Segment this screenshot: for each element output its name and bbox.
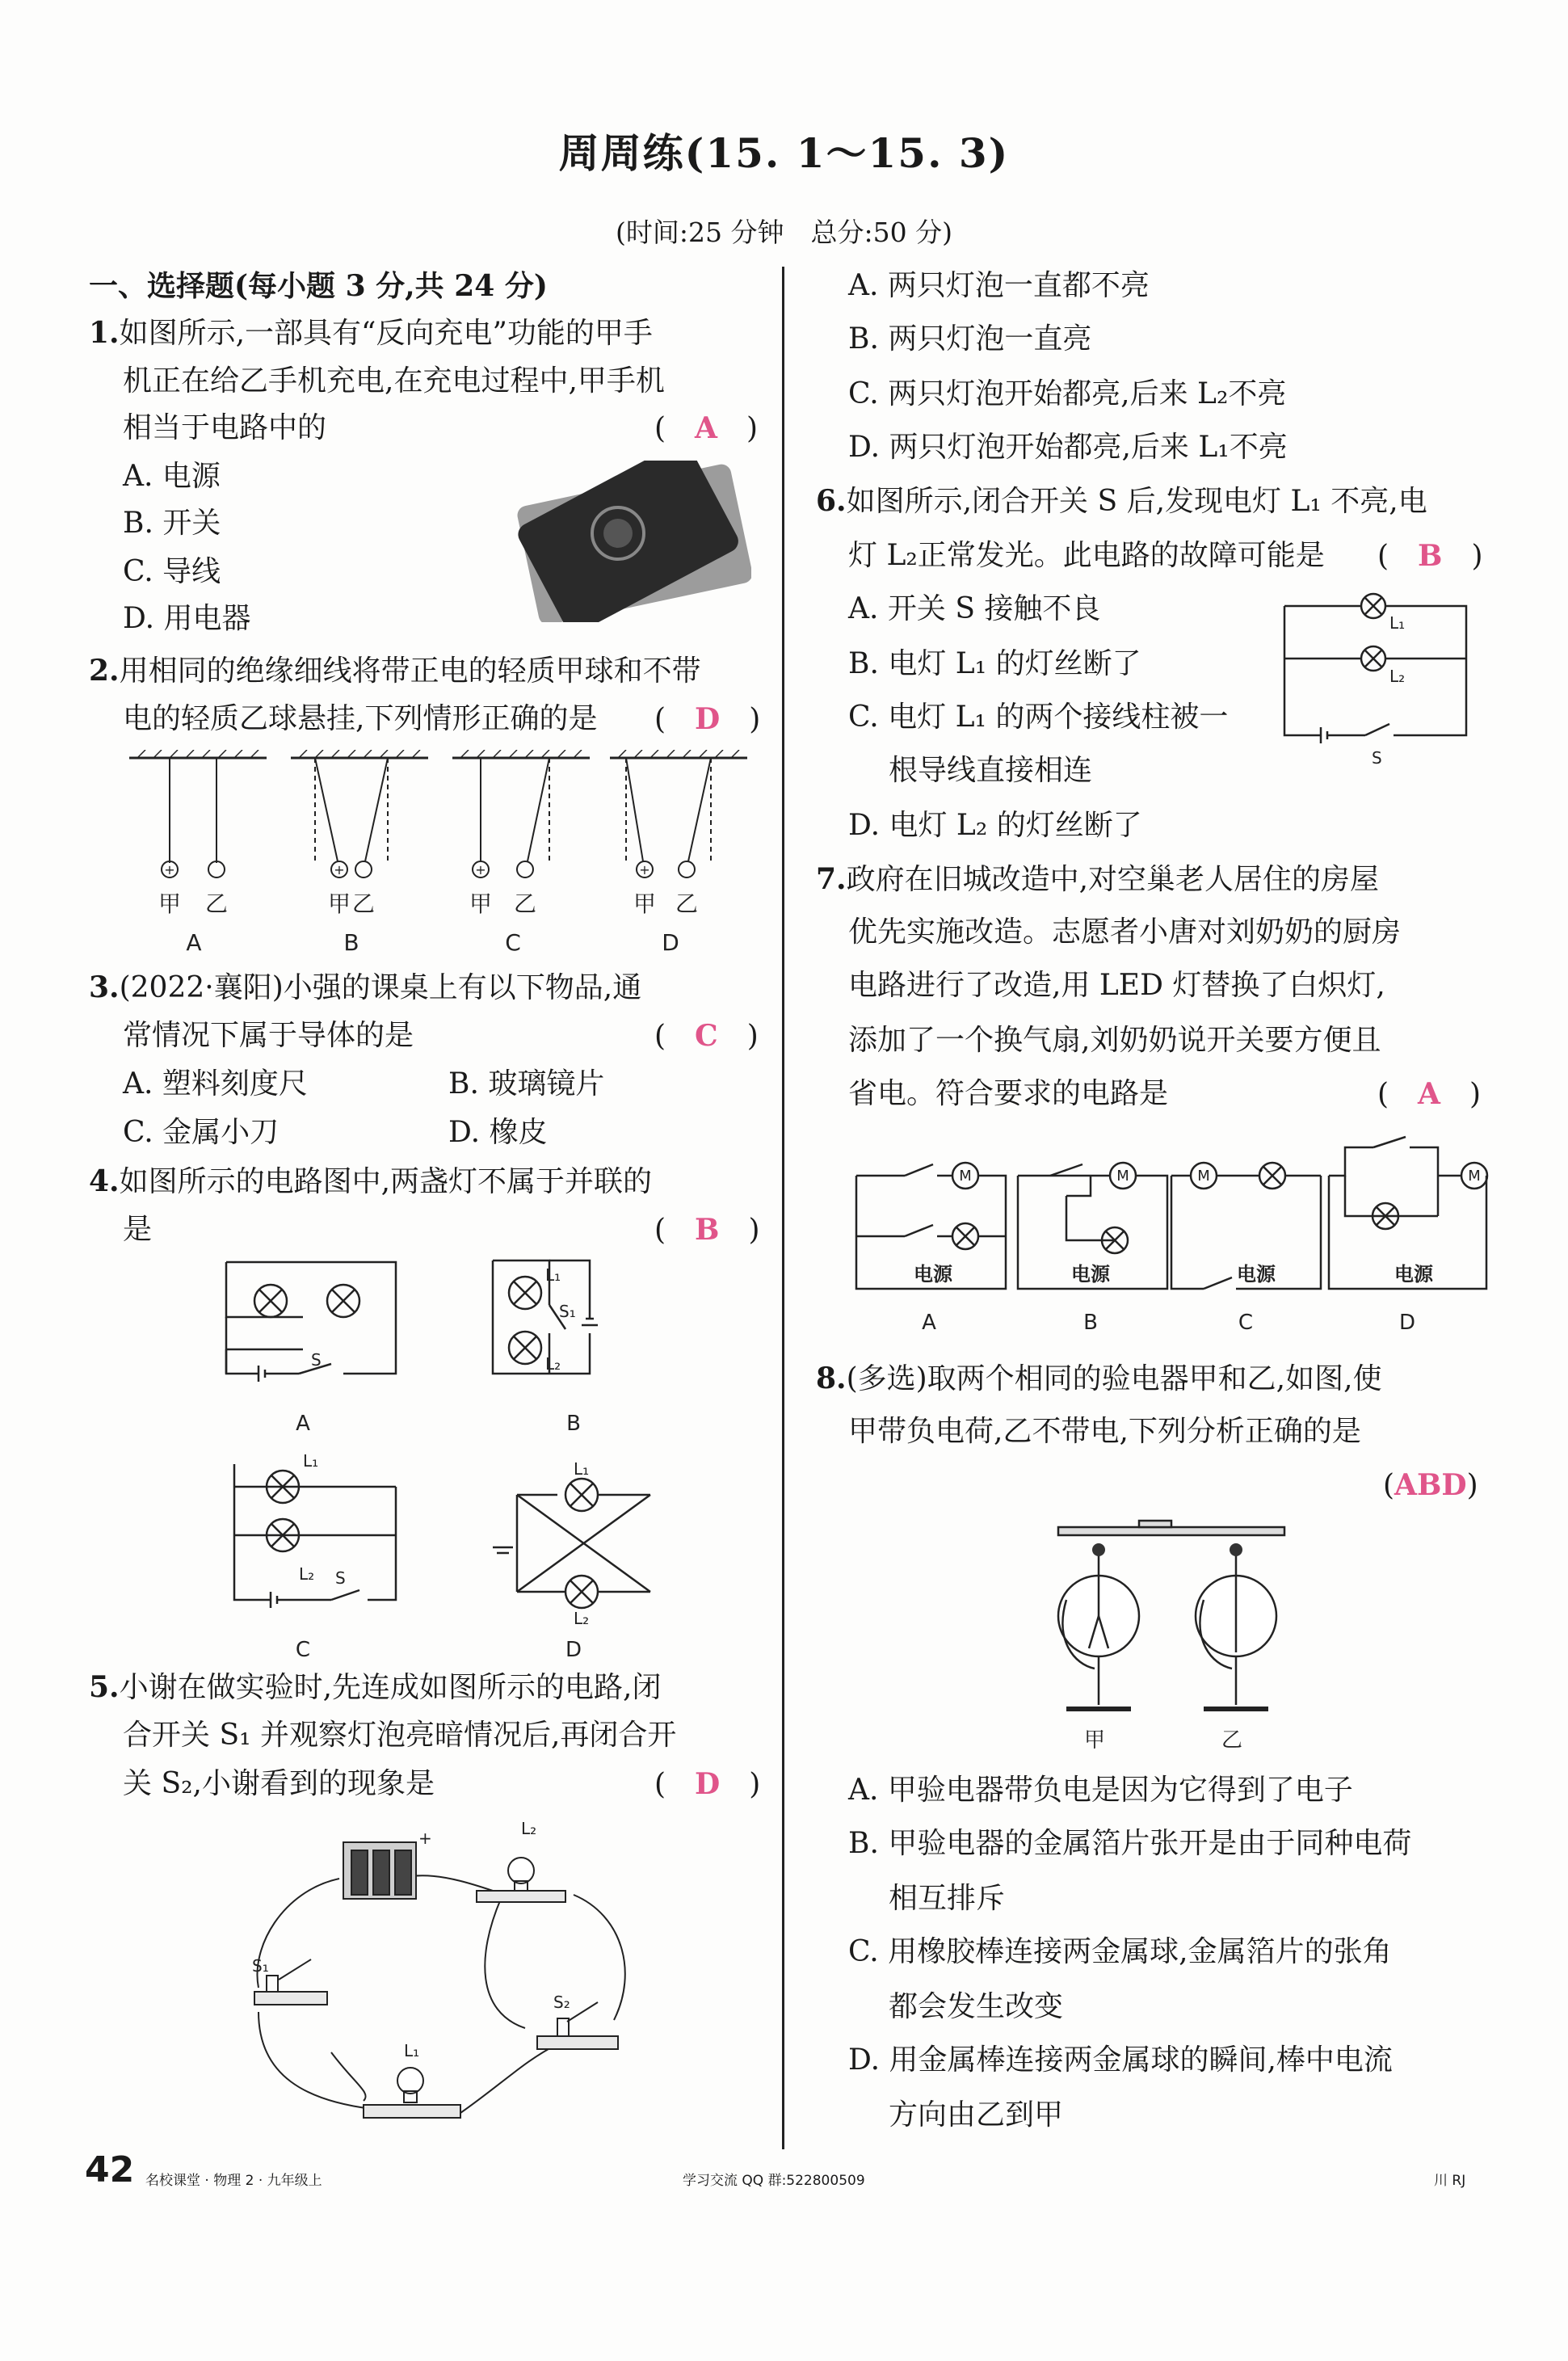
q3-option-d: D. 橡皮 xyxy=(448,1116,548,1149)
q5-option-b: B. 两只灯泡一直亮 xyxy=(848,322,1092,356)
q8-electroscopes xyxy=(1050,1519,1293,1761)
svg-text:B: B xyxy=(1083,1311,1098,1335)
q8-option-d-cont: 方向由乙到甲 xyxy=(889,2098,1064,2132)
q2-answer: ( D ) xyxy=(654,702,761,736)
svg-text:电源: 电源 xyxy=(914,1263,952,1286)
qq-group: 学习交流 QQ 群:522800509 xyxy=(683,2173,865,2189)
q1-line1: 1.如图所示,一部具有“反向充电”功能的甲手 xyxy=(89,316,653,350)
q5-line1: 5.小谢在做实验时,先连成如图所示的电路,闭 xyxy=(89,1670,662,1704)
svg-text:A: A xyxy=(922,1311,936,1335)
svg-text:M: M xyxy=(1116,1168,1129,1185)
q8-line2: 甲带负电荷,乙不带电,下列分析正确的是 xyxy=(848,1415,1361,1448)
svg-text:乙: 乙 xyxy=(513,890,537,917)
q2-line1: 2.用相同的绝缘细线将带正电的轻质甲球和不带 xyxy=(89,654,701,688)
q8-option-b: B. 甲验电器的金属箔片张开是由于同种电荷 xyxy=(848,1827,1412,1860)
q5-option-a: A. 两只灯泡一直都不亮 xyxy=(848,269,1150,302)
q5-circuit-photo xyxy=(234,1810,679,2149)
svg-text:S₁: S₁ xyxy=(252,1956,269,1976)
q8-option-c: C. 用橡胶棒连接两金属球,金属箔片的张角 xyxy=(848,1935,1392,1968)
q5-option-d: D. 两只灯泡开始都亮,后来 L₁不亮 xyxy=(848,431,1288,464)
svg-text:D: D xyxy=(662,929,679,956)
q8-answer: (ABD) xyxy=(1383,1468,1478,1502)
svg-text:M: M xyxy=(1468,1168,1481,1185)
q8-option-a: A. 甲验电器带负电是因为它得到了电子 xyxy=(848,1774,1353,1807)
book-title: 名校课堂 · 物理 2 · 九年级上 xyxy=(145,2173,322,2189)
svg-text:D: D xyxy=(1398,1311,1416,1335)
page-subtitle: (时间:25 分钟 总分:50 分) xyxy=(616,217,952,248)
q6-circuit-diagram xyxy=(1276,582,1486,776)
svg-text:乙: 乙 xyxy=(675,890,699,917)
svg-text:+: + xyxy=(334,862,345,877)
q7-line5: 省电。符合要求的电路是 xyxy=(848,1077,1169,1110)
q6-answer: ( B ) xyxy=(1377,539,1483,573)
q6-option-d: D. 电灯 L₂ 的灯丝断了 xyxy=(848,809,1142,842)
svg-text:C: C xyxy=(1238,1311,1254,1335)
phone-charging-photo xyxy=(509,461,751,622)
q7-circuit-diagrams xyxy=(848,1135,1494,1345)
svg-text:L₂: L₂ xyxy=(299,1564,315,1584)
q3-option-b: B. 玻璃镜片 xyxy=(448,1067,605,1101)
svg-text:S₁: S₁ xyxy=(559,1302,576,1321)
svg-text:M: M xyxy=(1197,1168,1210,1185)
svg-text:电源: 电源 xyxy=(1237,1263,1276,1286)
svg-text:C: C xyxy=(505,929,521,956)
q6-option-c: C. 电灯 L₁ 的两个接线柱被一 xyxy=(848,701,1229,734)
edition-label: 川 RJ xyxy=(1434,2173,1466,2189)
q5-option-c: C. 两只灯泡开始都亮,后来 L₂不亮 xyxy=(848,377,1287,410)
svg-text:L₁: L₁ xyxy=(545,1265,561,1285)
svg-text:L₁: L₁ xyxy=(1389,613,1406,633)
q3-line1: 3.(2022·襄阳)小强的课桌上有以下物品,通 xyxy=(89,970,642,1004)
column-divider xyxy=(782,267,784,2149)
q6-option-c-cont: 根导线直接相连 xyxy=(889,754,1093,787)
q6-line1: 6.如图所示,闭合开关 S 后,发现电灯 L₁ 不亮,电 xyxy=(816,484,1427,518)
svg-text:甲: 甲 xyxy=(469,890,493,917)
svg-text:A: A xyxy=(296,1412,310,1436)
q2-ball-diagrams xyxy=(121,750,751,960)
q3-option-c: C. 金属小刀 xyxy=(123,1116,280,1149)
page-title: 周周练(15. 1～15. 3) xyxy=(558,129,1010,177)
svg-text:乙: 乙 xyxy=(204,890,229,917)
svg-text:S₂: S₂ xyxy=(553,1993,570,2012)
q3-line2: 常情况下属于导体的是 xyxy=(123,1019,414,1052)
q7-line4: 添加了一个换气扇,刘奶奶说开关要方便且 xyxy=(848,1024,1381,1057)
q8-line1: 8.(多选)取两个相同的验电器甲和乙,如图,使 xyxy=(816,1361,1382,1395)
svg-text:L₂: L₂ xyxy=(574,1609,590,1628)
svg-text:B: B xyxy=(343,929,359,956)
svg-text:L₁: L₁ xyxy=(404,2041,420,2060)
q1-answer: ( A ) xyxy=(654,411,759,445)
q2-line2: 电的轻质乙球悬挂,下列情形正确的是 xyxy=(123,702,598,735)
svg-text:S: S xyxy=(335,1568,346,1588)
q5-answer: ( D ) xyxy=(654,1767,761,1801)
q8-option-b-cont: 相互排斥 xyxy=(889,1882,1006,1915)
svg-text:L₂: L₂ xyxy=(1389,667,1406,686)
svg-text:+: + xyxy=(475,862,486,877)
q4-answer: ( B ) xyxy=(654,1213,760,1247)
q6-option-a: A. 开关 S 接触不良 xyxy=(848,592,1101,625)
svg-text:甲: 甲 xyxy=(327,890,351,917)
svg-text:+: + xyxy=(639,862,650,877)
q8-option-d: D. 用金属棒连接两金属球的瞬间,棒中电流 xyxy=(848,2043,1393,2077)
q1-option-c: C. 导线 xyxy=(123,555,221,588)
q7-line3: 电路进行了改造,用 LED 灯替换了白炽灯, xyxy=(848,969,1385,1002)
svg-text:乙: 乙 xyxy=(351,890,376,917)
q1-option-b: B. 开关 xyxy=(123,507,221,540)
svg-text:电源: 电源 xyxy=(1394,1263,1433,1286)
svg-text:L₁: L₁ xyxy=(303,1451,319,1471)
q7-line1: 7.政府在旧城改造中,对空巢老人居住的房屋 xyxy=(816,862,1380,896)
svg-text:L₂: L₂ xyxy=(545,1354,561,1374)
svg-text:D: D xyxy=(565,1638,582,1662)
svg-text:L₁: L₁ xyxy=(574,1459,590,1479)
q5-line2: 合开关 S₁ 并观察灯泡亮暗情况后,再闭合开 xyxy=(123,1719,677,1752)
q1-line3: 相当于电路中的 xyxy=(123,411,327,444)
q4-line2: 是 xyxy=(123,1213,153,1246)
svg-text:+: + xyxy=(164,862,175,877)
q1-option-d: D. 用电器 xyxy=(123,602,251,635)
q7-answer: ( A ) xyxy=(1377,1077,1482,1111)
q4-line1: 4.如图所示的电路图中,两盏灯不属于并联的 xyxy=(89,1164,653,1198)
q3-option-a: A. 塑料刻度尺 xyxy=(123,1067,308,1101)
q7-line2: 优先实施改造。志愿者小唐对刘奶奶的厨房 xyxy=(848,915,1402,949)
q3-answer: ( C ) xyxy=(654,1019,759,1053)
svg-text:甲: 甲 xyxy=(1083,1728,1106,1753)
q5-line3: 关 S₂,小谢看到的现象是 xyxy=(123,1767,435,1800)
svg-text:甲: 甲 xyxy=(633,890,657,917)
page-number: 42 xyxy=(85,2149,135,2191)
q6-line2: 灯 L₂正常发光。此电路的故障可能是 xyxy=(848,539,1325,572)
section-heading: 一、选择题(每小题 3 分,共 24 分) xyxy=(89,269,548,303)
svg-text:甲: 甲 xyxy=(158,890,182,917)
svg-text:B: B xyxy=(566,1412,581,1436)
svg-text:+: + xyxy=(418,1829,432,1848)
svg-text:M: M xyxy=(959,1168,972,1185)
svg-text:电源: 电源 xyxy=(1071,1263,1110,1286)
svg-text:S: S xyxy=(1372,748,1382,768)
q8-option-c-cont: 都会发生改变 xyxy=(889,1990,1064,2023)
q4-circuit-diagrams xyxy=(210,1252,679,1673)
svg-text:C: C xyxy=(295,1638,311,1662)
svg-text:S: S xyxy=(311,1350,322,1370)
q1-line2: 机正在给乙手机充电,在充电过程中,甲手机 xyxy=(123,364,665,398)
q1-option-a: A. 电源 xyxy=(123,460,221,493)
svg-text:A: A xyxy=(186,929,202,956)
q6-option-b: B. 电灯 L₁ 的灯丝断了 xyxy=(848,647,1141,680)
svg-text:乙: 乙 xyxy=(1221,1728,1243,1753)
svg-text:L₂: L₂ xyxy=(521,1819,537,1838)
